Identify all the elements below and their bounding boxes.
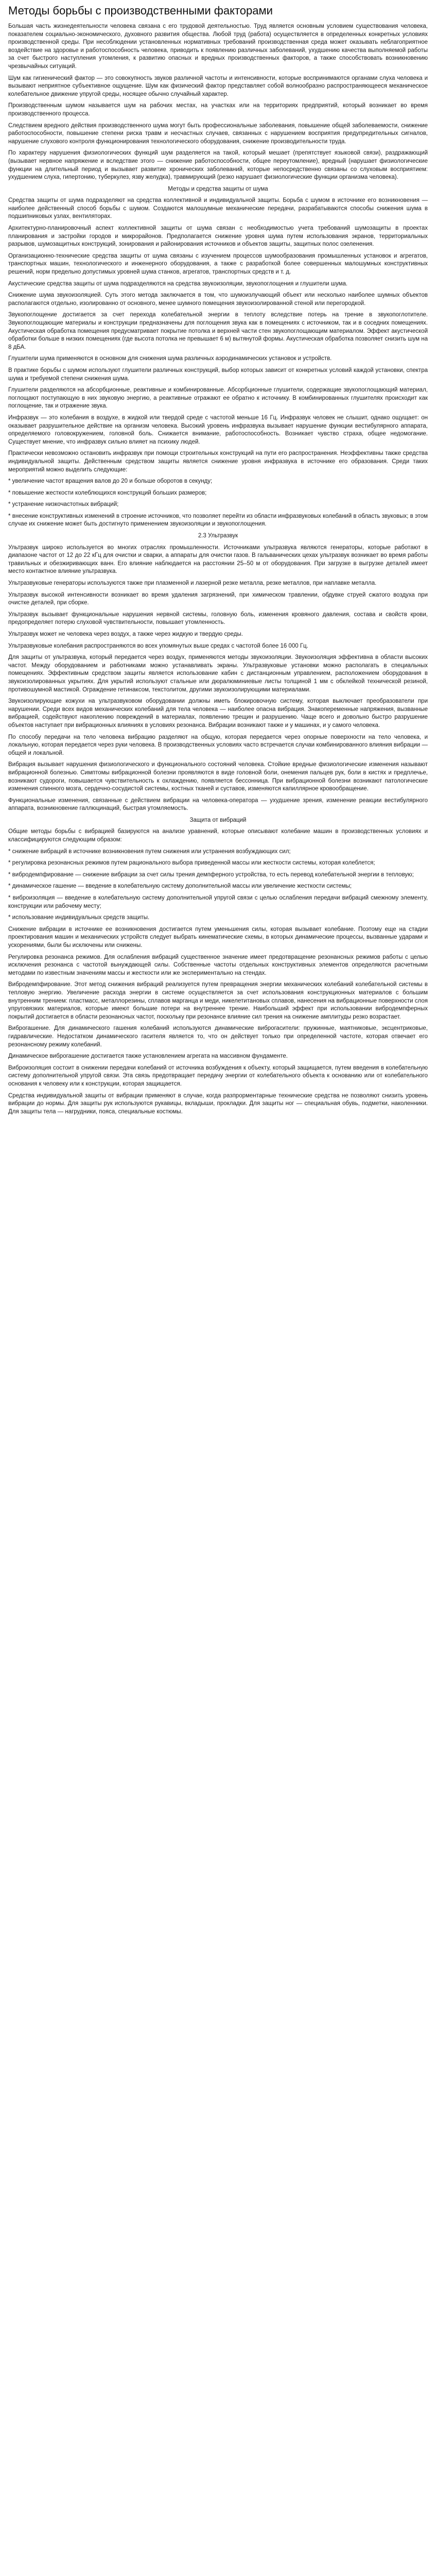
paragraph: Глушители шума применяются в основном для снижения шума различных аэродинамических установок и устройств.: [8, 355, 332, 362]
paragraph: Инфразвук — это колебания в воздухе, в жидкой или твердой среде с частотой меньше 16 Гц. Инфразвук человек не слышит, однако ощущает: он оказывает разрушительное действие на организм человека. Высокий уровень инфразвука вызывает нарушение функции вестибулярного аппарата, определяемого головокружением, головной боль. Снижается внимание, работоспособность. Возникает чувство страха, общее недомогание. Существует мнение, что инфразвук сильно влияет на психику людей.: [8, 414, 428, 445]
paragraph: Организационно-технические средства защиты от шума связаны с изучением процессов шумообразования промышленных установок и агрегатов, транспортных машин, технологического и инженерного оборудования, а также с разработкой более совершенных малошумных конструктивных решений, норм предельно допустимых уровней шума станков, агрегатов, транспортных средств и т. д.: [8, 252, 428, 276]
paragraph: По характеру нарушения физиологических функций шум разделяется на такой, который мешает (препятствует языковой связи), раздражающий (вызывает нервное напряжение и вследствие этого — снижение работоспособности, общее переутомление), вредный (нарушает физиологические функции на длительный период и вызывает развитие хронических заболеваний, которые непосредственно связаны со слуховым восприятием: ухудшением слуха, гипертонию, туберкулез, язву желудка), травмирующий (резко нарушает физиологические функции организма человека).: [8, 150, 428, 181]
article: [8, 0, 428, 1132]
paragraph: * вибродемпфирование — снижение вибрации за счет силы трения демпферного устройства, то есть перевод колебательной энергии в тепловую;: [8, 871, 414, 878]
paragraph: Для защиты от ультразвука, который передается через воздух, применяются методы звукоизоляции. Звукоизоляция эффективна в области высоких частот. Между оборудованием и работниками можно устанавливать экраны. Ультразвуковые установки можно располагать в специальных помещениях. Эффективным средством защиты является использование кабин с дистанционным управлением, расположением оборудования в звукоизолированных укрытиях. Для укрытий используют стальные или дюралюминиевые листы толщиной 1 мм с обклейкой технической резиной, противошумной мастикой. Ограждение гетинаксом, текстолитом, другими звукоизолирующими материалами.: [8, 654, 428, 693]
paragraph: * устранение низкочастотных вибраций;: [8, 501, 119, 508]
paragraph: Общие методы борьбы с вибрацией базируются на анализе уравнений, которые описывают колебание машин в производственных условиях и классифицируются следующим образом:: [8, 828, 428, 843]
page-title: Методы борьбы с производственными факторами: [8, 4, 273, 17]
paragraph: Звукопоглощение достигается за счет перехода колебательной энергии в теплоту вследствие потерь на трение в звукопоглотителе. Звукопоглощающие материалы и конструкции предназначены для поглощения звука как в помещениях с источником, так и в соседних помещениях. Акустическая обработка помещения предусматривает покрытие потолка и верхней части стен звукопоглощающим материалом. Эффект акустической обработки больше в низких помещениях (где высота потолка не превышает 6 м) вытянутой формы. Акустическая обработка позволяет снизить шум на 8 дБА.: [8, 312, 428, 350]
article-body: [8, 23, 428, 1116]
paragraph: Снижение шума звукоизоляцией. Суть этого метода заключается в том, что шумоизлучающий объект или несколько наиболее шумных объектов располагаются отдельно, изолированно от основного, менее шумного помещения звукоизолированной стеной или перегородкой.: [8, 292, 428, 307]
paragraph: Следствием вредного действия производственного шума могут быть профессиональные заболевания, повышение общей заболеваемости, снижение работоспособности, повышение степени риска травм и несчастных случаев, связанных с нарушением восприятия предупредительных сигналов, нарушение слухового контроля функционирования технологического оборудования, снижение производительности труда.: [8, 122, 428, 145]
paragraph: Вибрация вызывает нарушения физиологического и функционального состояний человека. Стойкие вредные физиологические изменения называют вибрационной болезнью. Симптомы вибрационной болезни проявляются в виде головной боли, онемения пальцев рук, боли в кистях и предплечье, возникают судороги, повышается чувствительность к охлаждению, появляется бессонница. При вибрационной болезни возникают патологические изменения спинного мозга, сердечно-сосудистой системы, костных тканей и суставов, изменяются капиллярное кровообращение.: [8, 761, 428, 792]
paragraph: Архитектурно-планировочный аспект коллективной защиты от шума связан с необходимостью учета требований шумозащиты в проектах планирования и застройки городов и микрорайонов. Предполагается снижение уровня шума путем использования экранов, территориальных разрывов, шумозащитных конструкций, зонирования и районирования источников и объектов защиты, защитных полос озеленения.: [8, 225, 428, 248]
paragraph: Функциональные изменения, связанные с действием вибрации на человека-оператора — ухудшение зрения, изменение реакции вестибулярного аппарата, возникновение галлюцинаций, быстрая утомляемость.: [8, 797, 428, 812]
paragraph: Виброгашение. Для динамического гашения колебаний используются динамические виброгасители: пружинные, маятниковые, эксцентриковые, гидравлические. Недостатком динамического гасителя является то, что он действует только при определенной частоте, которая отвечает его резонансному режиму колебаний.: [8, 1025, 428, 1048]
paragraph: Вибродемпфирование. Этот метод снижения вибраций реализуется путем превращения энергии механических колебаний колебательной системы в тепловую энергию. Увеличение расхода энергии в системе осуществляется за счет использования конструкционных материалов с большим внутренним трением: пластмасс, металлорезины, сплавов марганца и меди, никелетитановых сплавов, нанесения на вибрационные поверхности слоя упруговязких материалов, которые имеют большие потери на внутреннее трение. Наибольший эффект при использовании вибродемпферных покрытий достигается в области резонансных частот, поскольку при резонансе влияние сил трения на снижение амплитуды резко возрастает.: [8, 981, 428, 1020]
section-heading: 2.3 Ультразвук: [198, 533, 238, 539]
paragraph: * использование индивидуальных средств защиты.: [8, 914, 150, 921]
section-heading: Защита от вибраций: [189, 817, 247, 823]
paragraph: Виброизоляция состоит в снижении передачи колебаний от источника возбуждения к объекту, который защищается, путем введения в колебательную систему дополнительной упругой связи. Эта связь предотвращает передачу энергии от колебательного объекта к основанию или от колебательного основания к человеку или к конструкции, которая защищается.: [8, 1064, 428, 1087]
paragraph: * виброизоляция — введение в колебательную систему дополнительной упругой связи с целью ослабления передачи вибраций смежному элементу, конструкции или рабочему месту;: [8, 895, 428, 909]
paragraph: Ультразвук высокой интенсивности возникает во время удаления загрязнений, при химическом травлении, обдувке струей сжатого воздуха при очистке деталей, при сборке.: [8, 591, 428, 606]
paragraph: Звукоизолирующие кожухи на ультразвуковом оборудовании должны иметь блокировочную систему, которая выключает преобразователи при нарушении. Среди всех видов механических колебаний для тела человека — наиболее опасна вибрация. Знакопеременные напряжения, вызванные вибрацией, содействуют накоплению повреждений в материалах, появлению трещин и разрушению. Чаще всего и довольно быстро разрушение объектов наступает при вибрационных влияниях в условиях резонанса. Вибрации возникают также и у машинах, и у самого человека.: [8, 698, 428, 728]
paragraph: Шум как гигиенический фактор — это совокупность звуков различной частоты и интенсивности, которые воспринимаются органами слуха человека и вызывают неприятное субъективное ощущение. Шум как физический фактор представляет собой волнообразно распространяющееся механическое колебательное движение упругой среды, носящее обычно случайный характер.: [8, 75, 428, 97]
paragraph: Ультразвук может не человека через воздух, а также через жидкую и твердую среды.: [8, 631, 243, 637]
paragraph: По способу передачи на тело человека вибрацию разделяют на общую, которая передается через опорные поверхности на тело человека, и локальную, которая передается через руки человека. В производственных условиях часто встречается случаи комбинированного влияния вибрации — общей и локальной.: [8, 734, 428, 756]
section-heading: Методы и средства защиты от шума: [168, 185, 268, 192]
paragraph: Ультразвуковые генераторы используются также при плазменной и лазерной резке металла, резке металлов, при наплавке металла.: [8, 580, 377, 587]
paragraph: Регулировка резонанса режимов. Для ослабления вибраций существенное значение имеет предотвращение резонансных режимов работы с целью исключения резонанса с частотой вынуждающей силы. Собственные частоты отдельных конструктивных элементов определяются расчетными методами по известным значениям массы и жесткости или же экспериментально на стендах.: [8, 954, 428, 976]
paragraph: * повышение жесткости колеблющихся конструкций больших размеров;: [8, 489, 207, 496]
paragraph: * внесение конструктивных изменений в строение источников, что позволяет перейти из области инфразвуковых колебаний в область звуковых; в этом случае их снижение может быть достигнуто применением звукоизоляции и звукопоглощения.: [8, 513, 428, 528]
paragraph: Динамическое виброгашение достигается также установлением агрегата на массивном фундаменте.: [8, 1053, 288, 1060]
paragraph: * увеличение частот вращения валов до 20 и больше оборотов в секунду;: [8, 478, 213, 485]
paragraph: Ультразвук широко используется во многих отраслях промышленности. Источниками ультразвука являются генераторы, которые работают в диапазоне частот от 12 до 22 кГц для очистки и сварки, а аппараты для очистки газов. В гальванических цехах ультразвук возникает во время работы травильных и обезжиривающих ванн. Его влияние наблюдается на расстоянии 25–50 м от оборудования. При загрузке в выгрузке деталей имеет место контактное влияние ультразвука.: [8, 544, 428, 575]
paragraph: Глушители разделяются на абсорбционные, реактивные и комбинированные. Абсорбционные глушители, содержащие звукопоглощающий материал, поглощают поступающую в них звуковую энергию, а реактивные отражают ее обратно к источнику. В комбинированных глушителях происходит как поглощение, так и отражение звука.: [8, 387, 428, 410]
paragraph: Акустические средства защиты от шума подразделяются на средства звукоизоляции, звукопоглощения и глушители шума.: [8, 280, 348, 287]
paragraph: Производственным шумом называется шум на рабочих местах, на участках или на территориях предприятий, который возникает во время производственного процесса.: [8, 103, 428, 117]
paragraph: * динамическое гашение — введение в колебательную систему дополнительной массы или увеличение жесткости системы;: [8, 883, 352, 890]
paragraph: Ультразвуковые колебания распространяются во всех упомянутых выше средах с частотой более 16 000 Гц.: [8, 642, 308, 649]
paragraph: Средства индивидуальной защиты от вибрации применяют в случае, когда разпрорментарные технические средства не позволяют снизить уровень вибрации до нормы. Для защиты рук используются рукавицы, вкладыши, прокладки. Для защиты ног — специальная обувь, подметки, наколенники. Для защиты тела — нагрудники, пояса, специальные костюмы.: [8, 1092, 428, 1115]
paragraph: * снижение вибраций в источнике возникновения путем снижения или устранения возбуждающих сил;: [8, 848, 291, 855]
paragraph: Ультразвук вызывает функциональные нарушения нервной системы, головную боль, изменения кровяного давления, состава и свойств крови, предопределяет потерю слуховой чувствительности, повышает утомленность.: [8, 611, 428, 626]
paragraph: Средства защиты от шума подразделяют на средства коллективной и индивидуальной защиты. Борьба с шумом в источнике его возникновения — наиболее действенный способ борьбы с шумом. Создаются малошумные механические передачи, разрабатываются способы снижения шума в подшипниковых узлах, вентиляторах.: [8, 197, 428, 220]
paragraph: * регулировка резонансных режимов путем рационального выбора приведенной массы или жесткости системы, которая колеблется;: [8, 860, 375, 867]
paragraph: Практически невозможно остановить инфразвук при помощи строительных конструкций на пути его распространения. Неэффективны также средства индивидуальной защиты. Действенным средством защиты является снижение уровня инфразвука в источнике его образования. Среди таких мероприятий можно выделить следующие:: [8, 450, 428, 473]
paragraph: Большая часть жизнедеятельности человека связана с его трудовой деятельностью. Труд является основным условием существования человека, показателем социально-экономического, духовного развития общества. Любой труд (работа) осуществляется в определенных конкретных условиях производственной среды. При несоблюдении установленных нормативных требований производственная среда может оказывать неблагоприятное воздействие на здоровье и работоспособность человека, приводить к появлению различных заболеваний, ухудшению качества выполняемой работы за счет быстрого наступления утомления, к развитию опасных и вредных производственных факторов, а также способствовать возникновению чрезвычайных ситуаций.: [8, 23, 428, 70]
paragraph: Снижение вибрации в источнике ее возникновения достигается путем уменьшения силы, которая вызывает колебание. Поэтому еще на стадии проектирования машин и механических устройств следует выбрать кинематические схемы, в которых динамические процессы, вызванные ударами и ускорениями, были бы исключены или снижены.: [8, 926, 428, 948]
paragraph: В практике борьбы с шумом используют глушители различных конструкций, выбор которых зависит от конкретных условий каждой установки, спектра шума и требуемой степени снижения шума.: [8, 367, 428, 382]
